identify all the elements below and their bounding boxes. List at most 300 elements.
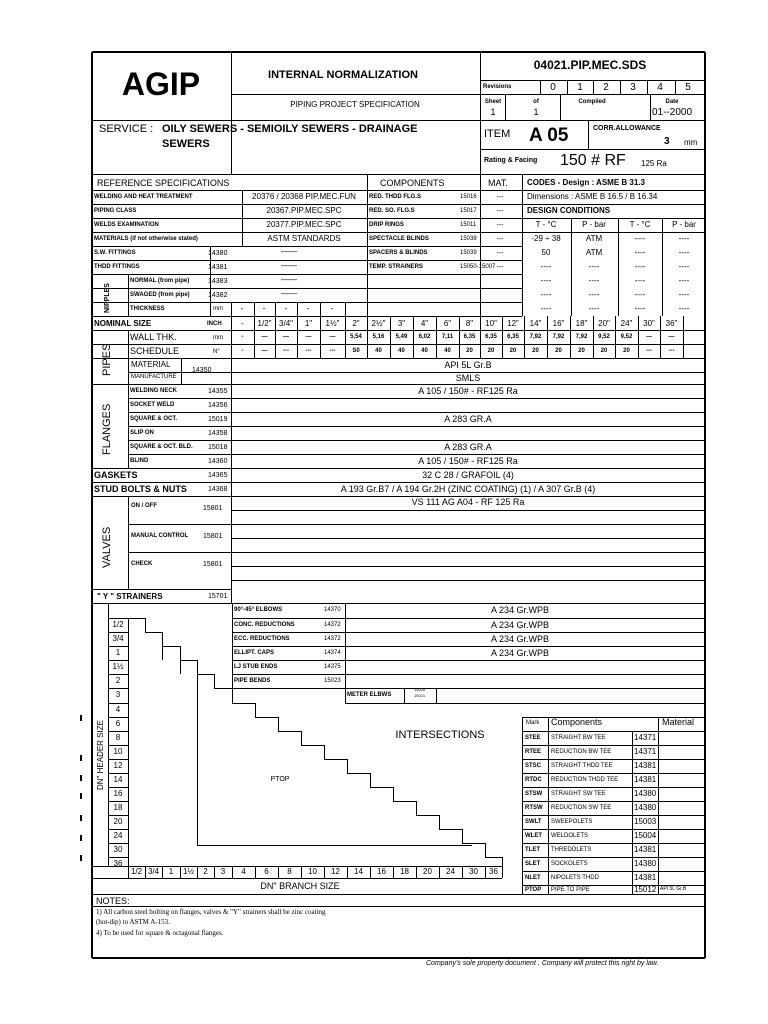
gaskets-code: 14365 xyxy=(208,472,228,479)
rule xyxy=(231,524,705,525)
rule xyxy=(128,440,705,441)
rule xyxy=(197,660,198,674)
rule xyxy=(231,496,232,603)
branch-size: 2 xyxy=(203,867,208,876)
wall-thk-value: - xyxy=(241,334,244,340)
strainers-label: " Y " STRAINERS xyxy=(97,592,163,601)
bolts-code: 14368 xyxy=(208,486,228,493)
sw-value: —— xyxy=(281,247,297,256)
rule xyxy=(540,80,541,94)
service-text-2: SEWERS xyxy=(162,138,210,150)
rule xyxy=(162,646,180,647)
mat-title: MAT. xyxy=(488,178,508,188)
rule xyxy=(502,857,503,866)
rule xyxy=(180,660,197,661)
rule xyxy=(128,412,705,413)
thd-fittings-label: THDD FITTINGS xyxy=(94,264,140,270)
fitting-code: 14375 xyxy=(324,664,341,670)
header-size: 18 xyxy=(113,803,123,812)
item-code: A 05 xyxy=(529,125,569,146)
header-size: 6 xyxy=(115,719,121,728)
pipes-label: PIPES xyxy=(101,343,113,376)
header-size: 20 xyxy=(113,817,123,826)
rule xyxy=(92,344,705,345)
nominal-size-value: 18" xyxy=(575,319,588,328)
component-code: 15011 xyxy=(460,222,477,228)
intersection-desc: STRAIGHT SW TEE xyxy=(551,791,606,797)
intersection-mark: SWLT xyxy=(525,819,542,825)
branch-size: 3 xyxy=(220,867,226,876)
component-code: 15050-15007 xyxy=(460,264,496,270)
rule xyxy=(92,174,705,175)
rule xyxy=(128,384,705,385)
intersection-desc: SWEEPOLETS xyxy=(551,819,593,825)
rule xyxy=(345,316,346,358)
branch-size: 12 xyxy=(331,867,340,876)
header-size: 3/4 xyxy=(112,634,124,643)
header-size: 2 xyxy=(115,676,121,685)
rule xyxy=(231,52,232,174)
rule xyxy=(459,316,460,358)
fitting-label: ELLIPT. CAPS xyxy=(234,650,275,656)
rule xyxy=(108,759,128,760)
branch-size: 1/2 xyxy=(130,867,143,876)
rule xyxy=(197,845,472,846)
intersection-code: 14371 xyxy=(634,733,657,742)
intersection-code: 14381 xyxy=(634,775,657,784)
intersection-mark: STSC xyxy=(525,763,542,769)
rule xyxy=(231,510,705,511)
note-1-cont: (hot-dip) to ASTM A-153. xyxy=(96,918,170,926)
intersection-desc: REDUCTION SW TEE xyxy=(551,805,612,811)
rule xyxy=(108,773,128,774)
flange-label: WELDING NECK xyxy=(130,388,177,394)
manufacture-label: MANUFACTURE xyxy=(131,374,177,380)
flange-code: 15019 xyxy=(208,416,228,423)
rule xyxy=(416,866,417,878)
header-size-axis: DN" HEADER SIZE xyxy=(96,720,105,790)
component-code: 15039 xyxy=(460,250,477,256)
rule xyxy=(231,94,480,95)
rule xyxy=(439,815,440,829)
rule xyxy=(275,302,276,316)
condition-value: ---- xyxy=(634,248,646,257)
intersection-mark: NLET xyxy=(525,875,541,881)
wall-thk-value: 6,35 xyxy=(463,334,476,340)
rule xyxy=(108,674,128,675)
rule xyxy=(524,316,525,358)
intersection-material: API 5L Gr.B xyxy=(660,886,687,892)
component-code: 15016 xyxy=(460,194,477,200)
intersection-desc: STRAIGHT BW TEE xyxy=(551,735,606,741)
header-size: 8 xyxy=(115,733,121,742)
margin-mark xyxy=(80,815,82,821)
thickness-value: - xyxy=(240,304,244,313)
condition-value: ---- xyxy=(678,276,690,285)
nominal-size-value: 12" xyxy=(507,319,519,328)
rule xyxy=(567,80,568,94)
rule xyxy=(393,787,394,801)
rule xyxy=(232,632,705,633)
condition-value: ---- xyxy=(634,262,646,271)
rule xyxy=(522,787,705,788)
rule xyxy=(320,302,321,316)
ref-spec-value: ASTM STANDARDS xyxy=(267,234,341,243)
branch-size: 3/4 xyxy=(147,867,160,876)
nominal-size-value: - xyxy=(241,319,244,328)
wall-thk-value: 7,11 xyxy=(441,334,454,340)
rule xyxy=(128,618,145,619)
ref-spec-label: WELDS EXAMINATION xyxy=(94,222,159,228)
schedule-value: 20 xyxy=(623,348,630,354)
rule xyxy=(324,866,325,878)
intersection-desc: STRAIGHT THDD TEE xyxy=(551,763,613,769)
rule xyxy=(593,316,594,358)
components-heading: Components xyxy=(551,717,603,727)
rule xyxy=(522,717,523,894)
wall-thk-value: 5,49 xyxy=(395,334,408,340)
rule xyxy=(197,674,214,675)
rule xyxy=(297,316,298,358)
header-size: 1/2 xyxy=(112,620,124,629)
rule xyxy=(92,288,522,289)
rule xyxy=(522,731,705,732)
schedule-value: 20 xyxy=(532,348,539,354)
thickness-value: - xyxy=(330,304,334,313)
flange-label: BLIND xyxy=(130,458,149,464)
material-label: MATERIAL xyxy=(131,360,171,369)
rule xyxy=(393,801,416,802)
rule xyxy=(570,316,571,358)
rule xyxy=(522,815,705,816)
ref-spec-label: PIPING CLASS xyxy=(94,208,137,214)
component-code: 15017 xyxy=(460,208,477,214)
condition-value: ---- xyxy=(588,304,600,313)
schedule-value: 20 xyxy=(466,348,473,354)
material-heading: Material xyxy=(662,717,695,727)
wall-thk-value: 9,52 xyxy=(620,334,633,340)
rule xyxy=(705,316,706,358)
rule xyxy=(704,52,706,958)
rule xyxy=(647,80,648,94)
thd-code: 14381 xyxy=(208,264,228,271)
revision-number: 3 xyxy=(630,82,636,93)
rule xyxy=(92,496,705,497)
flange-label: SQUARE & OCT. xyxy=(130,416,178,422)
rule xyxy=(92,358,705,359)
rule xyxy=(393,866,394,878)
thickness-label: THICKNESS xyxy=(130,306,165,312)
condition-value: ---- xyxy=(678,234,690,243)
rule xyxy=(232,866,233,878)
rule xyxy=(301,866,302,878)
rule xyxy=(320,316,321,358)
header-size: 4 xyxy=(115,705,121,714)
intersection-desc: REDUCTION THDD TEE xyxy=(551,777,619,783)
branch-size: 24 xyxy=(446,867,455,876)
rule xyxy=(439,829,462,830)
component-label: RED. THDD FLG.S xyxy=(369,194,421,200)
service-text: OILY SEWERS - SEMIOILY SEWERS - DRAINAGE xyxy=(162,123,418,135)
rule xyxy=(632,731,633,894)
condition-value: ---- xyxy=(634,234,646,243)
rule xyxy=(108,717,128,718)
rule xyxy=(197,866,198,878)
rule xyxy=(505,94,506,120)
flange-label: SQUARE & OCT. BLD. xyxy=(130,444,193,450)
rule xyxy=(347,759,348,773)
rule xyxy=(180,866,181,878)
condition-value: 50 xyxy=(541,248,551,257)
rule xyxy=(416,801,417,815)
nominal-size-value: 3" xyxy=(397,319,406,328)
nominal-size-value: 1" xyxy=(304,319,313,328)
rule xyxy=(128,618,129,878)
rule xyxy=(345,603,346,703)
nominal-size-value: 8" xyxy=(465,319,474,328)
fitting-value: A 234 Gr.WPB xyxy=(490,620,550,630)
strainers-code: 15701 xyxy=(208,593,228,600)
rule xyxy=(128,426,705,427)
rule xyxy=(108,787,128,788)
rule xyxy=(255,703,256,717)
condition-value: ATM xyxy=(585,248,603,257)
doc-subtitle: PIPING PROJECT SPECIFICATION xyxy=(290,100,420,109)
rule xyxy=(485,857,502,858)
valve-label-3: CHECK xyxy=(131,561,153,567)
margin-mark xyxy=(80,775,82,781)
rule xyxy=(675,80,676,94)
rule xyxy=(181,358,182,384)
valve-code-3: 15801 xyxy=(203,561,223,568)
rule xyxy=(92,246,522,247)
fitting-label: CONC. REDUCTIONS xyxy=(234,622,295,628)
component-label: TEMP. STRAINERS xyxy=(369,264,423,270)
valve-label-2: MANUAL CONTROL xyxy=(131,533,189,539)
ref-spec-label: MATERIALS (if not otherwise stated) xyxy=(94,236,198,242)
rule xyxy=(91,52,93,958)
rule xyxy=(522,759,705,760)
revision-number: 2 xyxy=(603,82,609,93)
rule xyxy=(92,190,522,191)
rule xyxy=(255,866,256,878)
bolts-value: A 193 Gr.B7 / A 194 Gr.2H (ZINC COATING) (1) / A 307 Gr.B (4) xyxy=(340,484,596,494)
rule xyxy=(522,773,705,774)
rule xyxy=(108,745,128,746)
branch-size: 20 xyxy=(423,867,432,876)
rule xyxy=(522,801,705,802)
rule xyxy=(297,302,298,316)
condition-value: ATM xyxy=(585,234,603,243)
codes-dimensions: Dimensions : ASME B 16.5 / B 16.34 xyxy=(527,192,658,201)
item-label: ITEM xyxy=(484,128,511,140)
nominal-size-value: 3/4" xyxy=(279,319,293,328)
condition-value: ---- xyxy=(634,290,646,299)
rule xyxy=(108,660,128,661)
fitting-code: 14372 xyxy=(324,636,341,642)
rule xyxy=(231,538,705,539)
rule xyxy=(480,149,705,150)
header-size: 24 xyxy=(113,831,123,840)
intersection-code: 14380 xyxy=(634,859,657,868)
rule xyxy=(92,204,522,205)
rule xyxy=(145,632,162,633)
doc-title: INTERNAL NORMALIZATION xyxy=(268,69,418,81)
rule xyxy=(108,829,128,830)
fitting-code: 14370 xyxy=(324,607,341,613)
note-4: 4) To be used for square & octagonal flanges. xyxy=(96,929,224,937)
date-label: Date xyxy=(665,99,679,105)
condition-value: ---- xyxy=(540,276,552,285)
rule xyxy=(128,496,129,589)
flange-value: A 105 / 150# - RF125 Ra xyxy=(418,456,518,466)
normal-label: NORMAL (from pipe) xyxy=(130,278,190,284)
codes-design: CODES - Design : ASME B 31.3 xyxy=(527,178,645,187)
mark-heading: Mark xyxy=(526,720,540,726)
rule xyxy=(232,688,705,689)
condition-value: ---- xyxy=(678,248,690,257)
rule xyxy=(108,815,128,816)
flange-code: 14360 xyxy=(208,458,228,465)
nominal-size-value: 4" xyxy=(420,319,429,328)
wall-thk-value: 6,35 xyxy=(485,334,497,340)
schedule-value: 20 xyxy=(600,348,608,354)
condition-value: ---- xyxy=(678,304,690,313)
doc-code: 04021.PIP.MEC.SDS xyxy=(533,58,647,72)
rule xyxy=(92,232,522,233)
rating-label: Rating & Facing xyxy=(484,157,538,164)
material-code: 14350 xyxy=(192,367,212,374)
rule xyxy=(370,787,393,788)
rule xyxy=(108,688,128,689)
valve-code: 15801 xyxy=(203,505,223,512)
rule xyxy=(162,866,163,878)
meter-code-2: 15021 xyxy=(414,693,426,698)
intersection-code: 15003 xyxy=(634,817,657,826)
corr-allowance-unit: mm xyxy=(684,138,698,147)
logo: AGIP xyxy=(121,66,201,102)
corr-allowance-value: 3 xyxy=(664,136,670,147)
flange-value: A 105 / 150# - RF125 Ra xyxy=(418,386,518,396)
flanges-label: FLANGES xyxy=(101,403,113,455)
sheet-label: Sheet xyxy=(484,99,502,105)
rule xyxy=(522,204,705,205)
wall-thk-value: 5,54 xyxy=(350,334,362,340)
wall-thk-value: — xyxy=(329,334,336,340)
sw-fittings-label: S.W. FITTINGS xyxy=(94,250,136,256)
intersection-code: 14381 xyxy=(634,873,657,882)
branch-size: 16 xyxy=(377,867,386,876)
of-label: of xyxy=(533,99,539,105)
intersection-code: 14380 xyxy=(634,803,657,812)
rule xyxy=(485,843,486,857)
rule xyxy=(145,866,146,878)
header-size: 10 xyxy=(113,747,123,756)
thickness-value: - xyxy=(284,304,288,313)
rule xyxy=(522,232,705,233)
flange-code: 15018 xyxy=(208,444,228,451)
intersection-desc: THREDOLETS xyxy=(551,847,592,853)
branch-size: 36 xyxy=(489,867,498,876)
nominal-size-value: 2" xyxy=(352,319,360,328)
rule xyxy=(620,80,621,94)
intersection-code: 14381 xyxy=(634,845,657,854)
branch-size: 4 xyxy=(241,867,246,876)
rule xyxy=(232,674,705,675)
meter-code: 15028 xyxy=(414,687,426,692)
intersection-mark: SLET xyxy=(525,861,541,867)
rule xyxy=(108,731,128,732)
condition-heading: T - °C xyxy=(535,220,557,229)
rule xyxy=(162,632,163,660)
rule xyxy=(214,866,215,878)
schedule-value: 20 xyxy=(555,348,562,354)
gaskets-value: 32 C 28 / GRAFOIL (4) xyxy=(422,470,514,480)
rule xyxy=(254,302,255,316)
condition-value: ---- xyxy=(588,290,600,299)
rule xyxy=(436,688,437,703)
wall-thk-value: 6,02 xyxy=(418,334,431,340)
rule xyxy=(232,660,705,661)
rule xyxy=(108,646,128,647)
rule xyxy=(301,731,302,745)
rule xyxy=(278,717,279,731)
wall-thk-value: 5,16 xyxy=(372,334,385,340)
schedule-unit: N° xyxy=(213,349,220,355)
condition-value: ---- xyxy=(634,276,646,285)
intersection-desc: PIPE TO PIPE xyxy=(551,887,590,893)
component-label: SPACERS & BLINDS xyxy=(369,250,428,256)
schedule-value: --- xyxy=(329,348,336,354)
nominal-size-value: 6" xyxy=(443,319,452,328)
rule xyxy=(231,580,705,581)
valve-code-2: 15801 xyxy=(203,533,223,540)
intersection-desc: NIPOLETS THDD xyxy=(551,875,599,881)
rule xyxy=(522,218,705,219)
rule xyxy=(128,524,231,525)
rule xyxy=(214,688,232,689)
wall-thk-value: 9,52 xyxy=(598,334,610,340)
rule xyxy=(462,829,463,843)
thickness-unit: mm xyxy=(213,306,223,312)
schedule-value: 40 xyxy=(398,348,405,354)
rule xyxy=(278,866,279,878)
component-label: DRIP RINGS xyxy=(369,222,404,228)
sw-code: 14380 xyxy=(208,250,228,257)
margin-mark xyxy=(80,715,82,721)
component-mat: --- xyxy=(496,236,504,243)
flange-value: A 283 GR.A xyxy=(444,414,492,424)
schedule-value: 20 xyxy=(509,348,517,354)
rule xyxy=(231,384,232,468)
meter-elbows-label: METER ELBWS xyxy=(347,692,392,698)
ref-spec-label: WELDING AND HEAT TREATMENT xyxy=(94,194,193,200)
schedule-value: 20 xyxy=(578,348,585,354)
branch-size-axis: DN" BRANCH SIZE xyxy=(260,881,340,891)
rule xyxy=(232,618,705,619)
schedule-value: S0 xyxy=(352,348,360,354)
rule xyxy=(522,843,705,844)
condition-heading: P - bar xyxy=(582,220,606,229)
rule xyxy=(108,801,128,802)
nominal-size-value: 10" xyxy=(485,319,497,328)
rule xyxy=(480,316,481,358)
schedule-value: 40 xyxy=(444,348,451,354)
branch-size: 10 xyxy=(308,867,317,876)
revision-number: 0 xyxy=(550,82,556,93)
refspec-title: REFERENCE SPECIFICATIONS xyxy=(97,178,230,188)
rule xyxy=(242,190,243,246)
